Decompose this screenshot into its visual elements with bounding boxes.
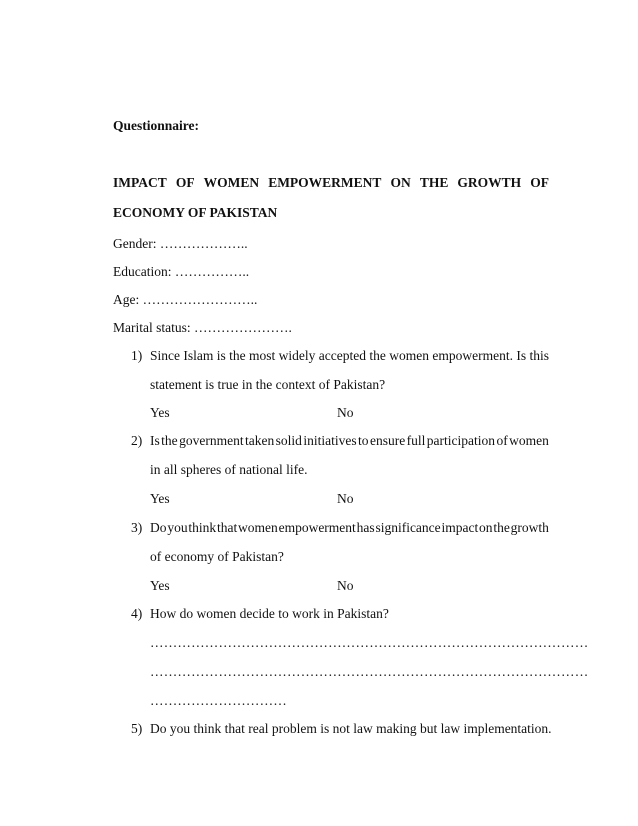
question-3-number: 3): [131, 520, 143, 535]
question-3-word: on: [479, 520, 493, 535]
question-1-word: widely: [278, 348, 316, 363]
question-1-no: No: [337, 405, 354, 420]
title-line-2: ECONOMY OF PAKISTAN: [113, 205, 278, 220]
question-3-line-1: [150, 520, 549, 536]
question-1-line-1: [150, 348, 549, 364]
question-3-yes: Yes: [150, 578, 170, 593]
question-3-word: that: [216, 520, 238, 535]
question-3-word: you: [167, 520, 188, 535]
question-2-word: participation: [426, 433, 496, 448]
question-2-word: solid: [275, 433, 302, 448]
title-word: EMPOWERMENT: [268, 175, 382, 190]
question-5-number: 5): [131, 721, 143, 736]
title-word: ON: [390, 175, 411, 190]
question-1-word: accepted: [318, 348, 366, 363]
question-2-yes: Yes: [150, 491, 170, 506]
question-1-word: the: [229, 348, 246, 363]
question-3-word: impact: [441, 520, 479, 535]
question-2-word: Is: [150, 433, 160, 448]
question-2-word: to: [358, 433, 369, 448]
title-word: OF: [530, 175, 549, 190]
question-1-word: is: [216, 348, 226, 363]
question-3-line-2: of economy of Pakistan?: [150, 549, 284, 564]
question-4-number: 4): [131, 606, 143, 621]
marital-status-field: Marital status: ………………….: [113, 320, 292, 335]
question-2-word: ensure: [369, 433, 406, 448]
question-2-word: of: [496, 433, 508, 448]
education-field: Education: ……………..: [113, 264, 250, 279]
question-4-answer-line-1: ……………………………………………………………………………………: [150, 635, 589, 650]
question-2-word: the: [161, 433, 178, 448]
question-2-line-2: in all spheres of national life.: [150, 462, 308, 477]
question-3-word: Do: [150, 520, 167, 535]
title-word: IMPACT: [113, 175, 167, 190]
question-3-word: the: [493, 520, 510, 535]
question-1-word: Islam: [183, 348, 214, 363]
question-3-word: think: [188, 520, 217, 535]
question-3-word: women: [238, 520, 278, 535]
question-2-line-1: [150, 433, 549, 449]
question-2-word: government: [179, 433, 244, 448]
question-5-line-1: Do you think that real problem is not law making but law implementation.: [150, 721, 552, 736]
title-word: THE: [419, 175, 449, 190]
title-word: GROWTH: [457, 175, 522, 190]
question-4-answer-line-3: …………………………: [150, 693, 287, 708]
question-2-word: initiatives: [303, 433, 357, 448]
title-word: OF: [175, 175, 195, 190]
question-2-number: 2): [131, 433, 143, 448]
question-1-word: Is: [516, 348, 527, 363]
question-4-answer-line-2: ……………………………………………………………………………………: [150, 664, 589, 679]
question-1-number: 1): [131, 348, 143, 363]
question-1-line-2: statement is true in the context of Pakistan?: [150, 377, 386, 392]
question-3-word: growth: [510, 520, 549, 535]
question-1-word: women: [389, 348, 429, 363]
title-word: WOMEN: [203, 175, 260, 190]
gender-field: Gender: ………………..: [113, 236, 248, 251]
age-field: Age: ……………………..: [113, 292, 258, 307]
question-3-no: No: [337, 578, 354, 593]
question-3-word: has: [356, 520, 375, 535]
questionnaire-heading: Questionnaire:: [113, 118, 200, 133]
question-2-word: women: [509, 433, 549, 448]
question-4-line-1: How do women decide to work in Pakistan?: [150, 606, 389, 621]
question-1-word: most: [249, 348, 276, 363]
question-1-word: the: [369, 348, 386, 363]
question-1-word: Since: [150, 348, 180, 363]
question-1-word: this: [529, 348, 549, 363]
question-2-no: No: [337, 491, 354, 506]
title-line-1: [113, 175, 549, 191]
question-2-word: taken: [245, 433, 275, 448]
question-1-word: empowerment.: [432, 348, 513, 363]
question-3-word: empowerment: [278, 520, 356, 535]
question-3-word: significance: [375, 520, 441, 535]
question-1-yes: Yes: [150, 405, 170, 420]
question-2-word: full: [406, 433, 426, 448]
